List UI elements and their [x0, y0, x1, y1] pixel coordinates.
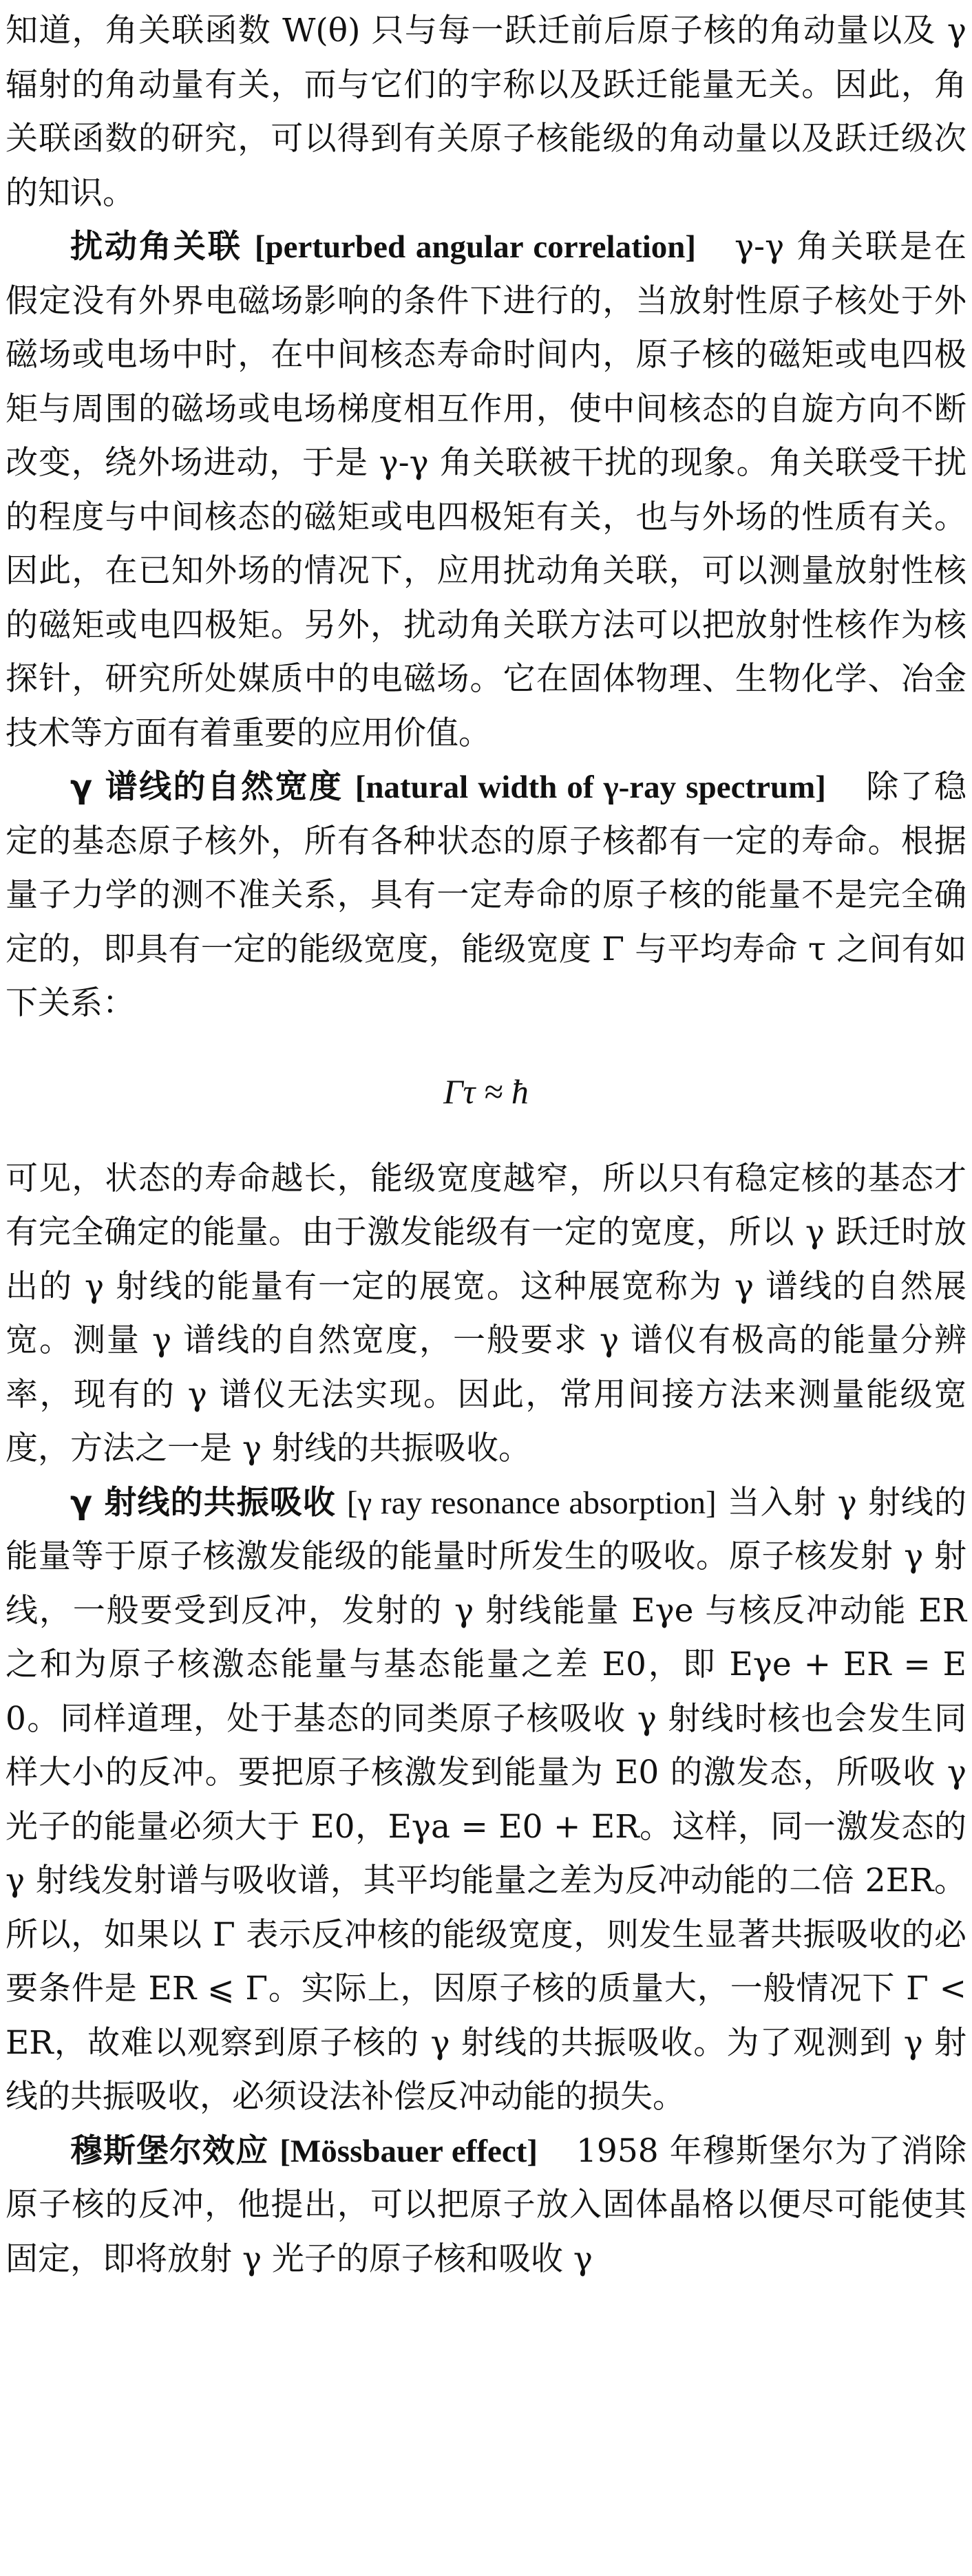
entry-body: 当入射 γ 射线的能量等于原子核激发能级的能量时所发生的吸收。原子核发射 γ 射线，一般要受到反冲，发射的 γ 射线能量 Eγe 与核反冲动能 ER 之和为原子核激态能量与基态能量之差 E0，即 Eγe + ER = E0。同样道理，处于基态的同类原子核吸收 γ 射线时核也会发生同样大小的反冲。要把原子核激发到能量为 E0 的激发态，所吸收 γ 光子的能量必须大于 E0，Eγa = E0 + ER。这样，同一激发态的 γ 射线发射谱与吸收谱，其平均能量之差为反冲动能的二倍 2ER。所以，如果以 Γ 表示反冲核的能级宽度，则发生显著共振吸收的必要条件是 ER ⩽ Γ。实际上，因原子核的质量大，一般情况下 Γ < ER，故难以观察到原子核的 γ 射线的共振吸收。为了观测到 γ 射线的共振吸收，必须设法补偿反冲动能的损失。	[6, 1483, 966, 2116]
entry-term: γ 射线的共振吸收	[70, 1483, 336, 1522]
entry-english-term: [γ ray resonance absorption]	[346, 1484, 717, 1521]
entry-english-term: [Mössbauer effect]	[279, 2133, 538, 2169]
dictionary-page	[6, 4, 966, 2286]
entry-body: 除了稳定的基态原子核外，所有各种状态的原子核都有一定的寿命。根据量子力学的测不准关系，具有一定寿命的原子核的能量不是完全确定的，即具有一定的能级宽度，能级宽度 Γ 与平均寿命 τ 之间有如下关系：	[6, 768, 967, 1022]
entry-body: γ-γ 角关联是在假定没有外界电磁场影响的条件下进行的，当放射性原子核处于外磁场或电场中时，在中间核态寿命时间内，原子核的磁矩或电四极矩与周围的磁场或电场梯度相互作用，使中间核态的自旋方向不断改变，绕外场进动，于是 γ-γ 角关联被干扰的现象。角关联受干扰的程度与中间核态的磁矩或电四极矩有关，也与外场的性质有关。因此，在已知外场的情况下，应用扰动角关联，可以测量放射性核的磁矩或电四极矩。另外，扰动角关联方法可以把放射性核作为核探针，研究所处媒质中的电磁场。它在固体物理、生物化学、冶金技术等方面有着重要的应用价值。	[6, 228, 966, 752]
entry-body: 1958 年穆斯堡尔为了消除原子核的反冲，他提出，可以把原子放入固体晶格以便尽可能使其固定，即将放射 γ 光子的原子核和吸收 γ	[6, 2131, 966, 2278]
paragraph-angular-correlation-end	[6, 4, 966, 220]
entry-mossbauer-effect	[6, 2125, 966, 2287]
entry-natural-width-gamma-spectrum	[6, 760, 966, 1031]
entry-perturbed-angular-correlation	[6, 220, 966, 760]
formula-text: Γτ ≈ ħ	[443, 1072, 529, 1111]
formula-width-lifetime	[6, 1031, 966, 1152]
entry-english-term: [perturbed angular correlation]	[254, 229, 697, 265]
paragraph-natural-width-continued	[6, 1152, 966, 1476]
entry-term: γ 谱线的自然宽度	[70, 768, 344, 806]
paragraph-body: 可见，状态的寿命越长，能级宽度越窄，所以只有稳定核的基态才有完全确定的能量。由于激发能级有一定的宽度，所以 γ 跃迁时放出的 γ 射线的能量有一定的展宽。这种展宽称为 γ 谱线的自然展宽。测量 γ 谱线的自然宽度，一般要求 γ 谱仪有极高的能量分辨率，现有的 γ 谱仪无法实现。因此，常用间接方法来测量能级宽度，方法之一是 γ 射线的共振吸收。	[6, 1159, 966, 1467]
entry-term: 扰动角关联	[70, 228, 242, 266]
entry-english-term: [natural width of γ-ray spectrum]	[355, 769, 826, 805]
entry-term: 穆斯堡尔效应	[70, 2131, 269, 2170]
entry-gamma-resonance-absorption	[6, 1476, 966, 2125]
paragraph-body: 知道，角关联函数 W(θ) 只与每一跃迁前后原子核的角动量以及 γ 辐射的角动量有关，而与它们的宇称以及跃迁能量无关。因此，角关联函数的研究，可以得到有关原子核能级的角动量以及跃迁级次的知识。	[6, 12, 966, 212]
